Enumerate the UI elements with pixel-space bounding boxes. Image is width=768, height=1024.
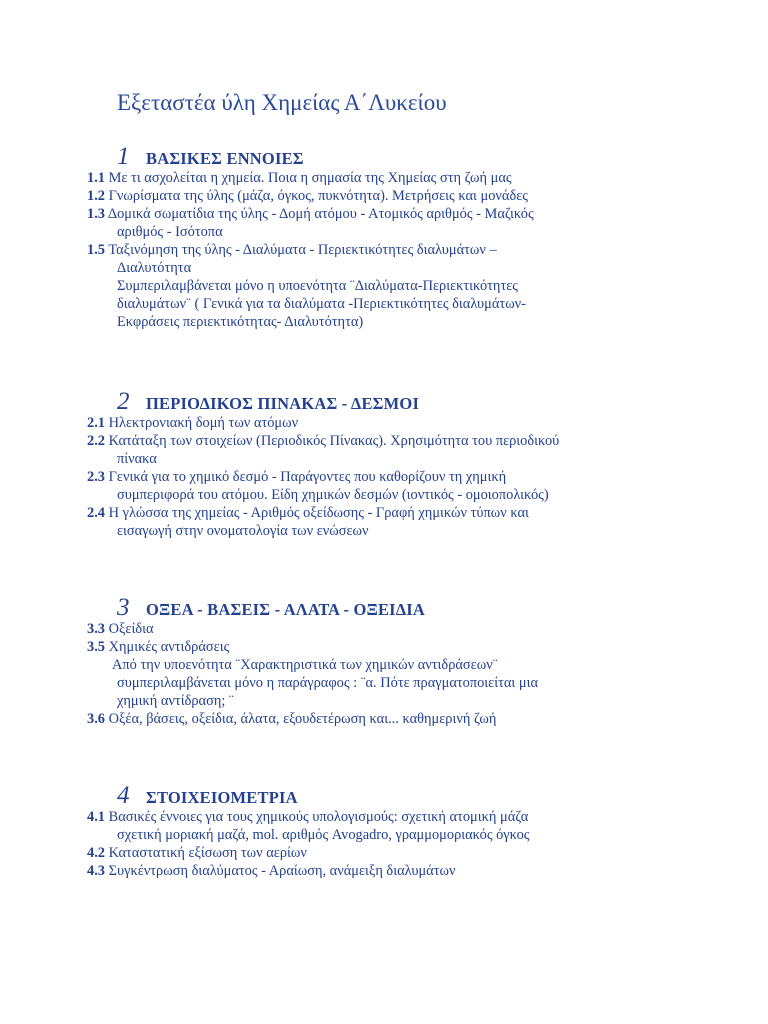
item-text: εισαγωγή στην ονοματολογία των ενώσεων (117, 523, 369, 539)
list-item-continuation (117, 826, 530, 844)
item-text: Γενικά για το χημικό δεσμό - Παράγοντες που καθορίζουν τη χημική (108, 469, 507, 485)
item-number: 1.3 (87, 206, 105, 222)
section-number: 2 (117, 388, 130, 415)
list-item-note (117, 295, 526, 313)
item-text: Βασικές έννοιες για τους χημικούς υπολογισμούς: σχετική ατομική μάζα (108, 809, 529, 825)
item-text: Συγκέντρωση διαλύματος - Αραίωση, ανάμειξη διαλυμάτων (108, 863, 456, 879)
section-title: ΟΞΕΑ - ΒΑΣΕΙΣ - ΑΛΑΤΑ - ΟΞΕΙΔΙΑ (146, 600, 426, 619)
section-heading (117, 594, 425, 622)
list-item-continuation (117, 223, 223, 241)
list-item (87, 169, 512, 187)
item-number: 2.2 (87, 433, 105, 449)
item-number: 4.2 (87, 845, 105, 861)
section-title: ΠΕΡΙΟΔΙΚΟΣ ΠΙΝΑΚΑΣ - ΔΕΣΜΟΙ (146, 394, 420, 413)
list-item-continuation (117, 522, 369, 540)
item-number: 3.6 (87, 711, 105, 727)
item-number: 1.2 (87, 188, 105, 204)
list-item-note (117, 313, 363, 331)
list-item (87, 808, 528, 826)
item-text: Από την υποενότητα ¨Χαρακτηριστικά των χημικών αντιδράσεων¨ (112, 657, 498, 673)
list-item (87, 620, 154, 638)
list-item (87, 468, 506, 486)
item-number: 3.5 (87, 639, 105, 655)
list-item-note (112, 656, 498, 674)
item-text: Διαλυτότητα (117, 260, 192, 276)
list-item (87, 414, 298, 432)
item-text: σχετική μοριακή μαζά, mol. αριθμός Avogadro, γραμμομοριακός όγκος (117, 827, 530, 843)
section-title: ΒΑΣΙΚΕΣ ΕΝΝΟΙΕΣ (146, 149, 304, 168)
list-item (87, 432, 559, 450)
item-number: 1.1 (87, 170, 105, 186)
item-text: Γνωρίσματα της ύλης (μάζα, όγκος, πυκνότητα). Μετρήσεις και μονάδες (108, 188, 528, 204)
page-title: Εξεταστέα ύλη Χημείας Α΄Λυκείου (117, 90, 447, 115)
list-item (87, 187, 528, 205)
section-heading (117, 388, 419, 416)
item-text: συμπεριφορά του ατόμου. Είδη χημικών δεσμών (ιοντικός - ομοιοπολικός) (117, 487, 549, 503)
item-text: διαλυμάτων¨ ( Γενικά για τα διαλύματα -Περιεκτικότητες διαλυμάτων- (117, 296, 526, 312)
item-number: 2.1 (87, 415, 105, 431)
list-item (87, 241, 497, 259)
item-text: Κατάταξη των στοιχείων (Περιοδικός Πίνακας). Χρησιμότητα του περιοδικού (108, 433, 560, 449)
list-item (87, 710, 496, 728)
list-item (87, 862, 456, 880)
item-number: 2.3 (87, 469, 105, 485)
item-text: χημική αντίδραση; ¨ (117, 693, 234, 709)
section-number: 1 (117, 143, 130, 170)
list-item-continuation (117, 486, 549, 504)
item-text: Η γλώσσα της χημείας - Αριθμός οξείδωσης - Γραφή χημικών τύπων και (108, 505, 529, 521)
list-item-note (117, 692, 234, 710)
item-number: 4.3 (87, 863, 105, 879)
item-text: Καταστατική εξίσωση των αερίων (108, 845, 307, 861)
section-number: 4 (117, 782, 130, 809)
item-text: Οξείδια (108, 621, 154, 637)
list-item (87, 504, 529, 522)
item-text: αριθμός - Ισότοπα (117, 224, 223, 240)
section-heading (117, 143, 304, 171)
item-text: πίνακα (117, 451, 157, 467)
list-item-continuation (117, 450, 157, 468)
item-number: 2.4 (87, 505, 105, 521)
item-text: Οξέα, βάσεις, οξείδια, άλατα, εξουδετέρωση και... καθημερινή ζωή (108, 711, 497, 727)
item-text: Δομικά σωματίδια της ύλης - Δομή ατόμου - Ατομικός αριθμός - Μαζικός (107, 206, 534, 222)
item-number: 4.1 (87, 809, 105, 825)
section-title: ΣΤΟΙΧΕΙΟΜΕΤΡΙΑ (146, 788, 298, 807)
list-item (87, 844, 307, 862)
item-text: Με τι ασχολείται η χημεία. Ποια η σημασία της Χημείας στη ζωή μας (108, 170, 512, 186)
list-item-note (117, 674, 538, 692)
list-item-continuation (117, 259, 191, 277)
item-text: Χημικές αντιδράσεις (108, 639, 230, 655)
item-text: Ταξινόμηση της ύλης - Διαλύματα - Περιεκτικότητες διαλυμάτων – (108, 242, 497, 258)
section-number: 3 (117, 594, 130, 621)
item-number: 3.3 (87, 621, 105, 637)
item-text: συμπεριλαμβάνεται μόνο η παράγραφος : ¨α. Πότε πραγματοποιείται μια (117, 675, 539, 691)
item-number: 1.5 (87, 242, 105, 258)
item-text: Εκφράσεις περιεκτικότητας- Διαλυτότητα) (117, 314, 364, 330)
item-text: Ηλεκτρονιακή δομή των ατόμων (108, 415, 299, 431)
item-text: Συμπεριλαμβάνεται μόνο η υποενότητα ¨Διαλύματα-Περιεκτικότητες (117, 278, 518, 294)
list-item (87, 638, 229, 656)
section-heading (117, 782, 298, 810)
list-item-note (117, 277, 518, 295)
list-item (87, 205, 534, 223)
